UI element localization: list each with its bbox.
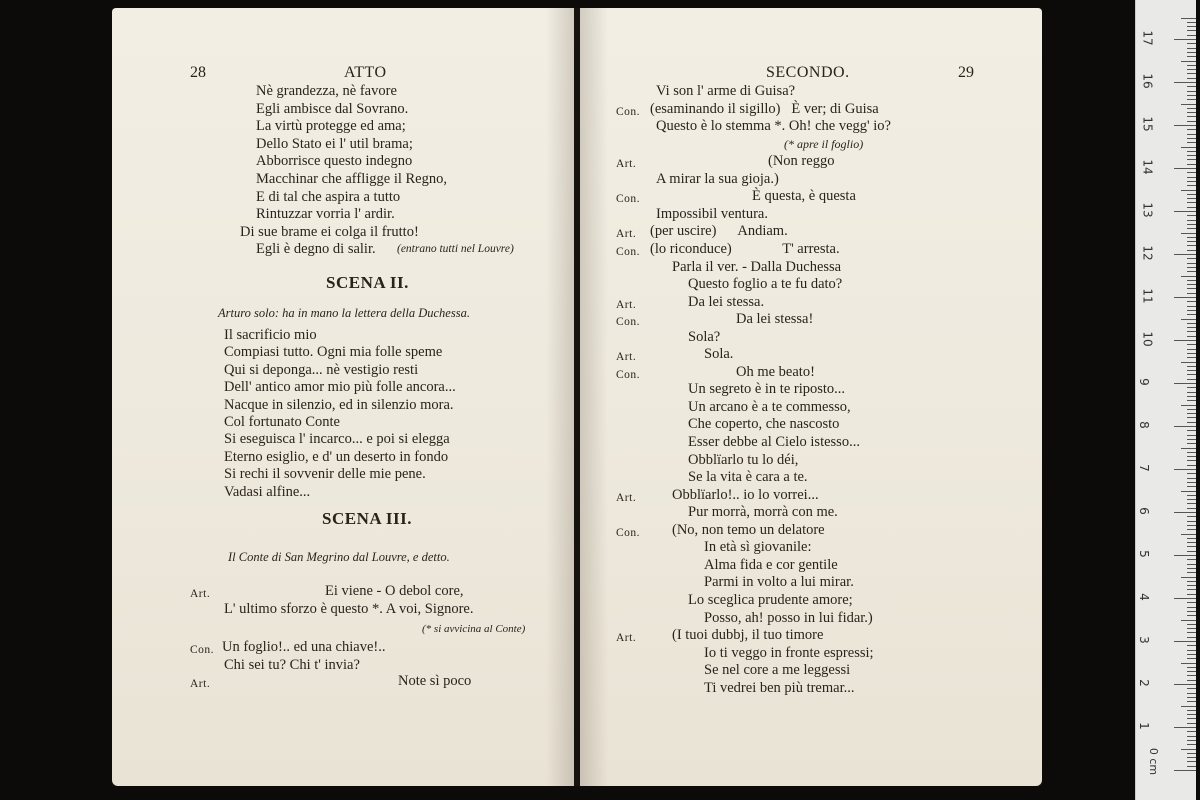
ruler-tick (1187, 495, 1196, 496)
speaker-label: Con. (616, 245, 641, 258)
ruler-tick (1187, 723, 1196, 724)
verse-line: (No, non temo un delatore (672, 521, 825, 538)
ruler-tick (1187, 658, 1196, 659)
verse-line: Ei viene - O debol core, (325, 583, 464, 599)
scene-heading: SCENA II. (326, 273, 409, 292)
ruler-tick (1187, 551, 1196, 552)
ruler-tick (1187, 568, 1196, 569)
ruler-tick (1187, 202, 1196, 203)
ruler-tick (1187, 185, 1196, 186)
ruler-tick (1187, 228, 1196, 229)
verse-line: Pur morrà, morrà con me. (688, 504, 838, 521)
verse-line: (esaminando il sigillo) È ver; di Guisa (650, 100, 879, 117)
ruler-number: 10 (1140, 331, 1155, 347)
ruler-tick (1187, 207, 1196, 208)
verse-line: Col fortunato Conte (224, 414, 340, 430)
ruler-tick (1187, 710, 1196, 711)
ruler-number: 12 (1140, 245, 1155, 261)
verse-line: La virtù protegge ed ama; (256, 118, 406, 135)
verse-line: Se la vita è cara a te. (688, 469, 808, 486)
verse-line: Se nel core a me leggessi (704, 662, 851, 679)
verse-line: Parla il ver. - Dalla Duchessa (672, 258, 842, 275)
right-page (580, 8, 1042, 786)
ruler-tick (1187, 164, 1196, 165)
ruler-tick (1174, 727, 1196, 728)
verse-line: Macchinar che affligge il Regno, (256, 171, 447, 187)
ruler-tick (1181, 620, 1196, 621)
ruler-tick (1187, 112, 1196, 113)
verse-line: Ti vedrei ben più tremar... (704, 679, 855, 696)
ruler-tick (1174, 211, 1196, 212)
ruler-tick (1187, 486, 1196, 487)
ruler-tick (1187, 56, 1196, 57)
ruler-tick (1187, 740, 1196, 741)
ruler-tick (1187, 478, 1196, 479)
ruler-tick (1187, 379, 1196, 380)
verse-line: Rintuzzar vorria l' ardir. (256, 206, 395, 223)
ruler-tick (1187, 607, 1196, 608)
ruler-tick (1187, 99, 1196, 100)
verse-line: E di tal che aspira a tutto (256, 188, 401, 205)
verse-line: Un arcano è a te commesso, (688, 398, 851, 415)
verse-line: Alma fida e cor gentile (704, 556, 838, 573)
ruler-tick (1187, 525, 1196, 526)
verse-line: Dell' antico amor mio più folle ancora... (224, 379, 456, 396)
measuring-ruler (1135, 0, 1196, 800)
footnote: (* si avvicina al Conte) (422, 623, 526, 635)
ruler-tick (1187, 121, 1196, 122)
verse-line: (per uscire) Andiam. (650, 223, 788, 240)
verse-line: Oh me beato! (736, 363, 815, 380)
ruler-tick (1187, 529, 1196, 530)
ruler-tick (1187, 761, 1196, 762)
ruler-tick (1174, 684, 1196, 685)
ruler-tick (1187, 766, 1196, 767)
ruler-number: 6 (1136, 507, 1151, 515)
ruler-tick (1187, 456, 1196, 457)
ruler-tick (1174, 383, 1196, 384)
ruler-tick (1187, 422, 1196, 423)
ruler-tick (1187, 353, 1196, 354)
ruler-tick (1187, 155, 1196, 156)
ruler-tick (1181, 749, 1196, 750)
ruler-tick (1187, 69, 1196, 70)
speaker-label: Art. (616, 298, 637, 311)
verse-line: In età sì giovanile: (704, 539, 812, 556)
ruler-tick (1187, 731, 1196, 732)
ruler-tick (1187, 288, 1196, 289)
ruler-tick (1187, 503, 1196, 504)
ruler-number: 5 (1136, 550, 1151, 558)
ruler-tick (1187, 224, 1196, 225)
ruler-tick (1187, 714, 1196, 715)
ruler-tick (1181, 190, 1196, 191)
ruler-tick (1187, 667, 1196, 668)
ruler-tick (1187, 52, 1196, 53)
ruler-tick (1187, 680, 1196, 681)
ruler-tick (1187, 306, 1196, 307)
ruler-tick (1187, 245, 1196, 246)
ruler-tick (1174, 598, 1196, 599)
ruler-tick (1187, 134, 1196, 135)
ruler-tick (1187, 602, 1196, 603)
ruler-tick (1187, 349, 1196, 350)
ruler-tick (1187, 65, 1196, 66)
verse-line: Dello Stato ei l' util brama; (256, 135, 413, 152)
ruler-tick (1187, 521, 1196, 522)
verse-line: Sola. (704, 346, 734, 363)
speaker-label: Con. (616, 193, 641, 206)
ruler-tick (1187, 671, 1196, 672)
ruler-tick (1174, 555, 1196, 556)
ruler-tick (1187, 611, 1196, 612)
verse-line: Nacque in silenzio, ed in silenzio mora. (224, 396, 454, 413)
speaker-label: Art. (616, 158, 637, 171)
ruler-tick (1187, 366, 1196, 367)
ruler-tick (1187, 220, 1196, 221)
ruler-tick (1174, 770, 1196, 771)
ruler-tick (1181, 233, 1196, 234)
stage-direction: Il Conte di San Megrino dal Louvre, e detto. (228, 550, 450, 564)
verse-line: (* apre il foglio) (784, 136, 864, 151)
verse-line: Compiasi tutto. Ogni mia folle speme (224, 344, 443, 361)
ruler-tick (1187, 508, 1196, 509)
ruler-tick (1187, 675, 1196, 676)
ruler-tick (1187, 331, 1196, 332)
ruler-tick (1187, 301, 1196, 302)
ruler-tick (1187, 250, 1196, 251)
ruler-tick (1187, 258, 1196, 259)
ruler-tick (1181, 534, 1196, 535)
speaker-label: Con. (616, 316, 641, 329)
ruler-tick (1187, 624, 1196, 625)
ruler-tick (1187, 293, 1196, 294)
verse-line: Vadasi alfine... (224, 483, 311, 500)
verse-line: Si eseguisca l' incarco... e poi si elegga (224, 431, 450, 448)
ruler-tick (1187, 86, 1196, 87)
ruler-tick (1187, 22, 1196, 23)
ruler-tick (1187, 116, 1196, 117)
speaker-label: Art. (616, 632, 637, 645)
ruler-tick (1187, 516, 1196, 517)
ruler-tick (1187, 172, 1196, 173)
ruler-tick (1187, 310, 1196, 311)
ruler-tick (1187, 108, 1196, 109)
verse-line: Parmi in volto a lui mirar. (704, 574, 854, 591)
ruler-tick (1187, 585, 1196, 586)
ruler-tick (1181, 405, 1196, 406)
ruler-tick (1181, 577, 1196, 578)
ruler-tick (1187, 327, 1196, 328)
ruler-tick (1187, 370, 1196, 371)
stage-direction: (entrano tutti nel Louvre) (397, 243, 514, 255)
ruler-tick (1174, 426, 1196, 427)
ruler-tick (1187, 396, 1196, 397)
ruler-tick (1187, 439, 1196, 440)
ruler-tick (1181, 319, 1196, 320)
ruler-tick (1187, 482, 1196, 483)
verse-line: (Non reggo (768, 153, 835, 170)
ruler-tick (1187, 452, 1196, 453)
ruler-tick (1187, 138, 1196, 139)
ruler-tick (1187, 546, 1196, 547)
speaker-label: Art. (616, 491, 637, 504)
ruler-tick (1181, 491, 1196, 492)
ruler-tick (1187, 91, 1196, 92)
verse-line: Si rechi il sovvenir delle mie pene. (224, 466, 426, 483)
ruler-tick (1187, 78, 1196, 79)
ruler-tick (1187, 473, 1196, 474)
ruler-tick (1187, 142, 1196, 143)
ruler-tick (1187, 263, 1196, 264)
ruler-tick (1187, 594, 1196, 595)
ruler-tick (1187, 413, 1196, 414)
ruler-tick (1174, 641, 1196, 642)
ruler-tick (1187, 538, 1196, 539)
verse-line: Nè grandezza, nè favore (256, 83, 397, 99)
speaker-label: Con. (616, 526, 641, 539)
verse-line: Posso, ah! posso in lui fidar.) (704, 609, 873, 626)
ruler-tick (1187, 417, 1196, 418)
ruler-tick (1187, 757, 1196, 758)
verse-line: Impossibil ventura. (656, 205, 768, 222)
ruler-number: 14 (1140, 159, 1155, 175)
ruler-tick (1174, 512, 1196, 513)
ruler-tick (1187, 435, 1196, 436)
ruler-tick (1187, 400, 1196, 401)
ruler-number: 8 (1136, 421, 1151, 429)
open-book (112, 8, 1042, 786)
verse-line: Esser debbe al Cielo istesso... (688, 434, 860, 450)
ruler-tick (1187, 26, 1196, 27)
running-head: SECONDO. (766, 64, 850, 81)
ruler-tick (1187, 374, 1196, 375)
ruler-tick (1187, 564, 1196, 565)
ruler-tick (1187, 271, 1196, 272)
page-number: 28 (190, 64, 206, 81)
verse-line: Il sacrificio mio (224, 327, 317, 343)
ruler-tick (1187, 357, 1196, 358)
ruler-tick (1174, 254, 1196, 255)
ruler-tick (1187, 645, 1196, 646)
ruler-tick (1187, 241, 1196, 242)
ruler-tick (1187, 35, 1196, 36)
verse-line: Io ti veggo in fronte espressi; (704, 644, 874, 661)
ruler-tick (1187, 280, 1196, 281)
speaker-label: Art. (616, 228, 637, 241)
ruler-tick (1181, 61, 1196, 62)
speaker-label: Con. (616, 368, 641, 381)
verse-line: Questo è lo stemma *. Oh! che vegg' io? (656, 118, 891, 135)
verse-line: Vi son l' arme di Guisa? (656, 83, 796, 99)
stage-direction: Arturo solo: ha in mano la lettera della Duchessa. (218, 306, 470, 320)
ruler-tick (1187, 654, 1196, 655)
verse-line: Eterno esiglio, e d' un deserto in fondo (224, 448, 449, 465)
ruler-number: 17 (1140, 30, 1155, 46)
ruler-number: 13 (1140, 202, 1155, 218)
ruler-tick (1187, 443, 1196, 444)
ruler-tick (1187, 387, 1196, 388)
ruler-tick (1187, 736, 1196, 737)
verse-line: Chi sei tu? Chi t' invia? (224, 657, 360, 673)
ruler-tick (1187, 159, 1196, 160)
ruler-tick (1187, 177, 1196, 178)
ruler-tick (1187, 693, 1196, 694)
ruler-tick (1174, 125, 1196, 126)
ruler-tick (1187, 465, 1196, 466)
ruler-tick (1181, 104, 1196, 105)
verse-line: (I tuoi dubbj, il tuo timore (672, 627, 824, 644)
verse-line: Da lei stessa. (688, 293, 765, 310)
verse-line: Egli è degno di salir. (256, 241, 376, 258)
verse-line: Da lei stessa! (736, 311, 814, 328)
left-page (112, 8, 574, 786)
ruler-tick (1187, 744, 1196, 745)
verse-line: (lo riconduce) T' arresta. (650, 240, 840, 257)
verse-line: Abborrisce questo indegno (256, 153, 413, 170)
ruler-tick (1181, 276, 1196, 277)
verse-line: È questa, è questa (752, 188, 856, 205)
ruler-tick (1174, 297, 1196, 298)
ruler-tick (1187, 198, 1196, 199)
ruler-tick (1187, 129, 1196, 130)
ruler-tick (1187, 30, 1196, 31)
ruler-tick (1187, 336, 1196, 337)
verse-line: Obblïarlo tu lo déi, (688, 451, 799, 468)
ruler-tick (1187, 615, 1196, 616)
ruler-tick (1187, 409, 1196, 410)
ruler-tick (1187, 572, 1196, 573)
ruler-number: 11 (1140, 288, 1155, 304)
verse-line: Lo sceglica prudente amore; (688, 591, 853, 608)
ruler-tick (1187, 43, 1196, 44)
ruler-tick (1187, 581, 1196, 582)
speaker-label: Art. (190, 588, 211, 600)
ruler-tick (1187, 628, 1196, 629)
speaker-label: Art. (190, 678, 211, 690)
ruler-tick (1181, 147, 1196, 148)
ruler-tick (1181, 448, 1196, 449)
ruler-tick (1174, 82, 1196, 83)
ruler-tick (1187, 194, 1196, 195)
ruler-tick (1174, 39, 1196, 40)
running-head: ATTO (344, 64, 387, 81)
verse-line: Un foglio!.. ed una chiave!.. (222, 639, 386, 655)
ruler-number: 4 (1136, 593, 1151, 601)
verse-line: Obblïarlo!.. io lo vorrei... (672, 486, 819, 503)
ruler-number: 2 (1136, 679, 1151, 687)
ruler-tick (1187, 344, 1196, 345)
ruler-tick (1174, 168, 1196, 169)
ruler-tick (1187, 392, 1196, 393)
page-number: 29 (958, 64, 974, 81)
ruler-tick (1187, 688, 1196, 689)
ruler-tick (1181, 706, 1196, 707)
speaker-label: Art. (616, 351, 637, 364)
ruler-tick (1187, 637, 1196, 638)
ruler-tick (1187, 73, 1196, 74)
ruler-tick (1187, 215, 1196, 216)
ruler-number: 16 (1140, 73, 1155, 89)
speaker-label: Con. (616, 105, 641, 118)
ruler-tick (1174, 340, 1196, 341)
ruler-tick (1174, 469, 1196, 470)
ruler-unit: 0 cm (1147, 747, 1161, 776)
ruler-tick (1187, 542, 1196, 543)
scene-heading: SCENA III. (322, 509, 413, 528)
ruler-number: 3 (1136, 636, 1151, 644)
ruler-number: 7 (1136, 464, 1151, 472)
ruler-tick (1187, 95, 1196, 96)
ruler-number: 15 (1140, 116, 1155, 132)
ruler-tick (1187, 151, 1196, 152)
ruler-tick (1187, 48, 1196, 49)
speaker-label: Con. (190, 644, 215, 656)
verse-line: Note sì poco (398, 673, 472, 689)
verse-line: Di sue brame ei colga il frutto! (240, 223, 419, 240)
ruler-tick (1187, 697, 1196, 698)
ruler-tick (1187, 632, 1196, 633)
ruler-tick (1187, 314, 1196, 315)
verse-line: Che coperto, che nascosto (688, 416, 840, 433)
verse-line: Questo foglio a te fu dato? (688, 276, 843, 293)
ruler-tick (1187, 718, 1196, 719)
ruler-tick (1187, 181, 1196, 182)
ruler-tick (1187, 430, 1196, 431)
ruler-tick (1187, 323, 1196, 324)
ruler-tick (1187, 267, 1196, 268)
verse-line: L' ultimo sforzo è questo *. A voi, Signore. (224, 601, 474, 617)
ruler-tick (1187, 701, 1196, 702)
ruler-tick (1181, 18, 1196, 19)
verse-line: Egli ambisce dal Sovrano. (256, 100, 409, 117)
ruler-tick (1181, 362, 1196, 363)
ruler-tick (1187, 284, 1196, 285)
verse-line: A mirar la sua gioja.) (656, 170, 779, 187)
ruler-tick (1187, 753, 1196, 754)
verse-line: Qui si deponga... nè vestigio resti (224, 361, 419, 378)
verse-line: Un segreto è in te riposto... (688, 381, 846, 398)
ruler-number: 9 (1136, 378, 1151, 386)
ruler-tick (1181, 663, 1196, 664)
ruler-tick (1187, 559, 1196, 560)
ruler-number: 1 (1136, 722, 1151, 730)
ruler-tick (1187, 650, 1196, 651)
ruler-tick (1187, 237, 1196, 238)
verse-line: Sola? (688, 328, 721, 345)
ruler-tick (1187, 499, 1196, 500)
ruler-tick (1187, 460, 1196, 461)
ruler-tick (1187, 589, 1196, 590)
